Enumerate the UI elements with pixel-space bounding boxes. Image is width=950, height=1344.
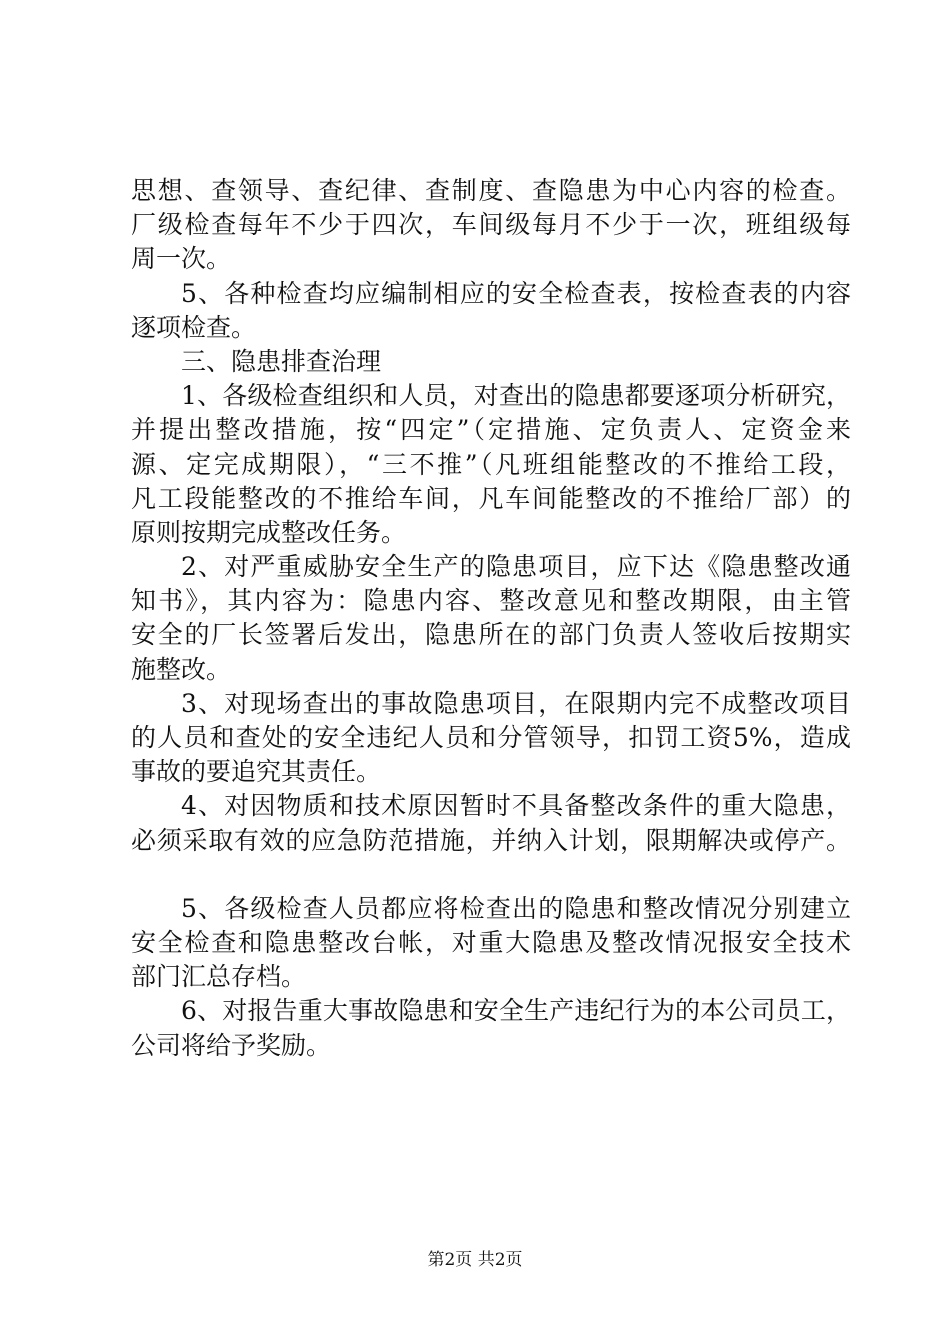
text-line: 的人员和查处的安全违纪人员和分管领导，扣罚工资5%，造成	[131, 723, 851, 752]
text-line: 公司将给予奖励。	[131, 1030, 332, 1060]
text-line: 事故的要追究其责任。	[131, 757, 382, 787]
text-line: 并提出整改措施，按“四定”（定措施、定负责人、定资金来	[131, 415, 851, 445]
text-line: 安全的厂长签署后发出，隐患所在的部门负责人签收后按期实	[131, 620, 851, 650]
text-line: 部门汇总存档。	[131, 962, 307, 992]
text-line: 厂级检查每年不少于四次，车间级每月不少于一次，班组级每	[131, 210, 851, 240]
text-line: 必须采取有效的应急防范措施，并纳入计划，限期解决或停产。	[131, 825, 851, 855]
section-heading: 三、隐患排查治理	[181, 346, 382, 376]
text-line: 施整改。	[131, 654, 232, 684]
text-line: 凡工段能整改的不推给车间，凡车间能整改的不推给厂部）的	[131, 483, 851, 513]
text-line: 逐项检查。	[131, 312, 257, 342]
text-line: 2、对严重威胁安全生产的隐患项目，应下达《隐患整改通	[181, 552, 851, 582]
text-line: 5、各级检查人员都应将检查出的隐患和整改情况分别建立	[181, 893, 851, 923]
text-line: 周一次。	[131, 244, 232, 274]
text-line: 原则按期完成整改任务。	[131, 517, 407, 547]
text-line: 3、对现场查出的事故隐患项目，在限期内完不成整改项目	[181, 688, 851, 718]
document-body	[131, 174, 851, 1063]
text-line: 1、各级检查组织和人员，对查出的隐患都要逐项分析研究，	[181, 381, 851, 411]
text-line: 6、对报告重大事故隐患和安全生产违纪行为的本公司员工，	[181, 996, 851, 1026]
text-line: 安全检查和隐患整改台帐，对重大隐患及整改情况报安全技术	[131, 927, 851, 957]
paragraph-gap	[131, 858, 851, 892]
text-line: 4、对因物质和技术原因暂时不具备整改条件的重大隐患，	[181, 791, 851, 821]
page-number-footer: 第2页 共2页	[427, 1250, 523, 1270]
text-line: 思想、查领导、查纪律、查制度、查隐患为中心内容的检查。	[131, 176, 851, 205]
text-line: 知书》，其内容为：隐患内容、整改意见和整改期限，由主管	[131, 586, 851, 616]
text-line: 源、定完成期限），“三不推”（凡班组能整改的不推给工段，	[131, 449, 851, 479]
text-line: 5、各种检查均应编制相应的安全检查表，按检查表的内容	[181, 278, 851, 308]
